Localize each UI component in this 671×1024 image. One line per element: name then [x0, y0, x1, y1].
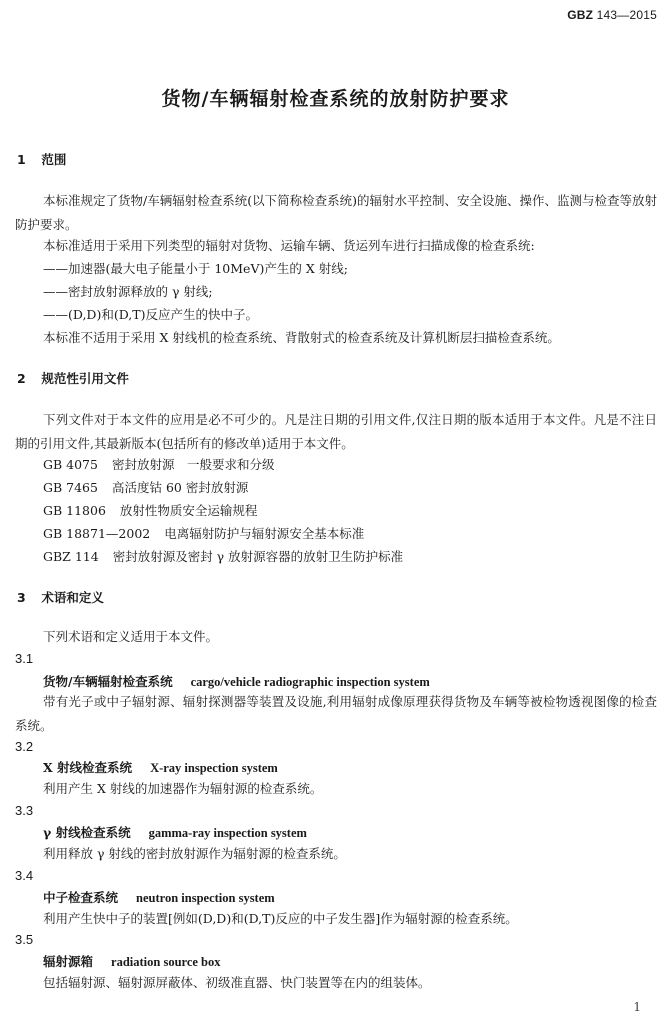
reference-title: 电离辐射防护与辐射源安全基本标准 [164, 526, 365, 541]
scope-item-3: ——(D,D)和(D,T)反应产生的快中子。 [43, 307, 258, 322]
scope-item-2: ——密封放射源释放的 γ 射线; [43, 284, 213, 299]
term-chinese: 货物/车辆辐射检查系统 [43, 674, 173, 689]
term-chinese: γ 射线检查系统 [43, 825, 131, 840]
reference-title: 密封放射源及密封 γ 放射源容器的放射卫生防护标准 [112, 549, 404, 564]
term-chinese: 辐射源箱 [43, 954, 94, 969]
reference-item [43, 478, 248, 498]
term-english: gamma-ray inspection system [148, 826, 307, 840]
term-heading [43, 952, 221, 970]
term-number: 3.2 [15, 739, 34, 754]
section-1-heading [17, 150, 66, 168]
standard-number: 143—2015 [596, 8, 657, 22]
page-number: 1 [633, 1000, 641, 1014]
section-number: 3 [17, 590, 26, 605]
reference-item [43, 524, 364, 544]
term-chinese: 中子检查系统 [43, 890, 119, 905]
reference-title: 放射性物质安全运输规程 [119, 503, 258, 518]
section-title: 规范性引用文件 [41, 371, 129, 386]
term-english: X-ray inspection system [150, 761, 278, 775]
reference-code: GBZ 114 [43, 549, 99, 564]
term-definition: 包括辐射源、辐射源屏蔽体、初级准直器、快门装置等在内的组装体。 [43, 975, 431, 990]
reference-item [43, 501, 257, 521]
term-heading [43, 672, 430, 690]
scope-paragraph-2: 本标准适用于采用下列类型的辐射对货物、运输车辆、货运列车进行扫描成像的检查系统: [43, 238, 535, 253]
reference-title: 密封放射源 一般要求和分级 [111, 457, 275, 472]
section-number: 1 [17, 152, 26, 167]
section-title: 术语和定义 [41, 590, 104, 605]
term-definition: 利用产生快中子的装置[例如(D,D)和(D,T)反应的中子发生器]作为辐射源的检查系统。 [43, 911, 518, 926]
references-paragraph: 下列文件对于本文件的应用是必不可少的。凡是注日期的引用文件,仅注日期的版本适用于本文件。凡是不注日期的引用文件,其最新版本(包括所有的修改单)适用于本文件。 [15, 412, 657, 451]
term-english: cargo/vehicle radiographic inspection system [190, 675, 430, 689]
term-chinese: X 射线检查系统 [43, 760, 133, 775]
reference-title: 高活度钴 60 密封放射源 [111, 480, 249, 495]
term-number: 3.3 [15, 803, 34, 818]
terms-intro: 下列术语和定义适用于本文件。 [43, 629, 219, 644]
scope-item-1: ——加速器(最大电子能量小于 10MeV)产生的 X 射线; [43, 261, 348, 276]
term-definition: 利用释放 γ 射线的密封放射源作为辐射源的检查系统。 [43, 846, 346, 861]
reference-code: GB 7465 [43, 480, 98, 495]
document-title: 货物/车辆辐射检查系统的放射防护要求 [161, 88, 510, 110]
section-number: 2 [17, 371, 26, 386]
reference-item [43, 455, 274, 475]
reference-item [43, 547, 403, 567]
section-title: 范围 [41, 152, 67, 167]
section-3-heading [17, 588, 104, 606]
term-number: 3.4 [15, 868, 34, 883]
reference-code: GB 18871—2002 [43, 526, 151, 541]
term-heading [43, 823, 307, 841]
term-number: 3.1 [15, 651, 34, 666]
reference-code: GB 11806 [43, 503, 106, 518]
standard-prefix: GBZ [567, 8, 594, 22]
term-number: 3.5 [15, 932, 34, 947]
term-definition: 利用产生 X 射线的加速器作为辐射源的检查系统。 [43, 781, 323, 796]
term-heading [43, 888, 275, 906]
term-heading [43, 758, 278, 776]
scope-paragraph-3: 本标准不适用于采用 X 射线机的检查系统、背散射式的检查系统及计算机断层扫描检查系统。 [43, 330, 560, 345]
term-english: radiation source box [111, 955, 221, 969]
section-2-heading [17, 369, 129, 387]
standard-code [567, 8, 657, 22]
term-english: neutron inspection system [136, 891, 275, 905]
reference-code: GB 4075 [43, 457, 98, 472]
scope-paragraph-1: 本标准规定了货物/车辆辐射检查系统(以下简称检查系统)的辐射水平控制、安全设施、操作、监测与检查等放射防护要求。 [15, 193, 657, 232]
term-definition: 带有光子或中子辐射源、辐射探测器等装置及设施,利用辐射成像原理获得货物及车辆等被检物透视图像的检查系统。 [15, 694, 657, 733]
